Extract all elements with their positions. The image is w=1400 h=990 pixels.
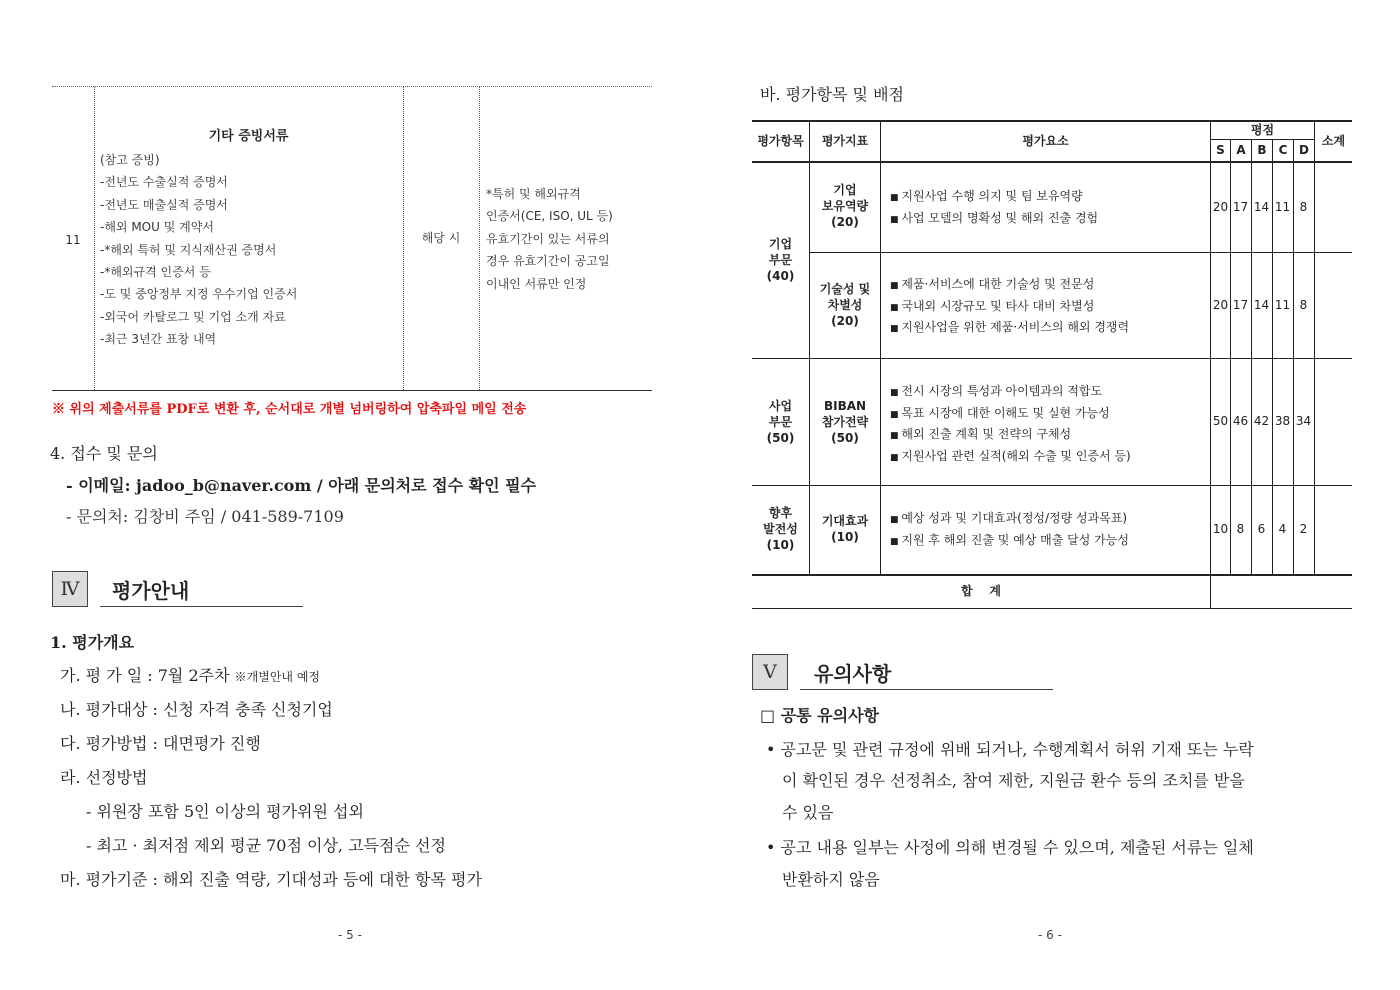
element-item: ■ 지원사업 수행 의지 및 팀 보유역량 bbox=[890, 187, 1098, 209]
total-divider bbox=[752, 574, 1352, 576]
email-line: - 이메일: jadoo_b@naver.com / 아래 문의처로 접수 확인 필수 bbox=[66, 476, 537, 495]
grade-b: B bbox=[1257, 143, 1267, 157]
doc-line: -*해외 특허 및 지식재산권 증명서 bbox=[100, 242, 277, 257]
indicator-biban bbox=[810, 398, 880, 446]
score-b: 6 bbox=[1257, 522, 1266, 536]
category-line: (50) bbox=[766, 431, 795, 445]
category-growth bbox=[752, 505, 809, 553]
category-line: (40) bbox=[766, 269, 795, 283]
doc-line: -도 및 중앙정부 지정 우수기업 인증서 bbox=[100, 287, 298, 302]
note-line: *특허 및 해외규격 bbox=[486, 187, 581, 201]
contact-line: - 문의처: 김창비 주임 / 041-589-7109 bbox=[66, 507, 344, 526]
note-line: 경우 유효기간이 공고일 bbox=[486, 254, 610, 269]
row-divider bbox=[809, 252, 1352, 253]
indicator-effect bbox=[810, 513, 880, 545]
category-line: (10) bbox=[766, 538, 795, 552]
evaluation-table bbox=[752, 120, 1352, 610]
element-item: ■ 지원사업 관련 실적(해외 수출 및 인증서 등) bbox=[890, 447, 1131, 469]
score-b: 14 bbox=[1253, 298, 1270, 312]
doc-line: -전년도 수출실적 증명서 bbox=[100, 175, 228, 190]
note-list bbox=[486, 183, 613, 295]
category-line: 부문 bbox=[768, 253, 793, 267]
element-item: ■ 제품·서비스에 대한 기술성 및 전문성 bbox=[890, 275, 1129, 297]
section-iv-title: 평가안내 bbox=[112, 579, 190, 603]
section-v-underline bbox=[800, 689, 1053, 690]
eval-overview-title: 1. 평가개요 bbox=[50, 633, 135, 652]
indicator-line: 보유역량 bbox=[821, 199, 869, 213]
doc-title: 기타 증빙서류 bbox=[208, 129, 289, 144]
elements-effect bbox=[890, 509, 1129, 552]
element-item: ■ 국내외 시장규모 및 타사 대비 차별성 bbox=[890, 297, 1129, 319]
doc-line: -전년도 매출실적 증명서 bbox=[100, 197, 228, 212]
score-a: 17 bbox=[1232, 298, 1249, 312]
category-line: 부문 bbox=[768, 415, 793, 429]
section-v-badge: Ⅴ bbox=[752, 654, 788, 690]
note-line: 인증서(CE, ISO, UL 등) bbox=[486, 209, 613, 224]
row-divider bbox=[752, 358, 1352, 359]
indicator-line: (10) bbox=[831, 530, 859, 544]
condition: 해당 시 bbox=[421, 231, 461, 245]
indicator-line: (20) bbox=[831, 314, 859, 328]
elements-capability bbox=[890, 187, 1098, 230]
section-iv-badge: Ⅳ bbox=[52, 571, 88, 607]
grade-c: C bbox=[1278, 143, 1288, 157]
section-iv-underline bbox=[100, 606, 303, 607]
category-company bbox=[752, 236, 809, 284]
eval-item-date bbox=[60, 663, 320, 686]
note-line: 이내인 서류만 인정 bbox=[486, 276, 587, 291]
note-bullet-2-line: • 공고 내용 일부는 사정에 의해 변경될 수 있으며, 제출된 서류는 일체 bbox=[766, 838, 1254, 857]
score-s: 10 bbox=[1212, 522, 1229, 536]
element-item: ■ 지원사업을 위한 제품·서비스의 해외 경쟁력 bbox=[890, 318, 1129, 340]
indicator-line: 참가전략 bbox=[821, 415, 869, 429]
score-b: 42 bbox=[1253, 414, 1270, 428]
doc-line: -해외 MOU 및 계약서 bbox=[100, 220, 214, 235]
table-border-bottom bbox=[752, 608, 1352, 609]
grade-s: S bbox=[1216, 143, 1225, 157]
elements-technology bbox=[890, 275, 1129, 340]
element-item: ■ 사업 모델의 명확성 및 해외 진출 경험 bbox=[890, 209, 1098, 231]
element-item: ■ 해외 진출 계획 및 전략의 구체성 bbox=[890, 425, 1131, 447]
doc-line: -*해외규격 인증서 등 bbox=[100, 265, 211, 280]
note-bullet-1-line: • 공고문 및 관련 규정에 위배 되거나, 수행계획서 허위 기재 또는 누락 bbox=[766, 740, 1254, 759]
grade-a: A bbox=[1236, 143, 1246, 157]
element-item: ■ 전시 시장의 특성과 아이템과의 적합도 bbox=[890, 382, 1131, 404]
score-s: 20 bbox=[1212, 200, 1229, 214]
total-label: 합 계 bbox=[961, 584, 1001, 598]
eval-item-target: 나. 평가대상 : 신청 자격 충족 신청기업 bbox=[60, 700, 333, 719]
note-bullet-1-line: 수 있음 bbox=[782, 803, 834, 822]
indicator-technology bbox=[810, 281, 880, 329]
col-divider bbox=[1314, 120, 1315, 575]
eval-table-heading: 바. 평가항목 및 배점 bbox=[760, 85, 904, 104]
score-d: 8 bbox=[1299, 200, 1308, 214]
eval-date-text: 가. 평 가 일 : 7월 2주차 bbox=[60, 666, 235, 685]
header-subtotal: 소계 bbox=[1321, 134, 1346, 148]
header-item: 평가항목 bbox=[757, 134, 804, 148]
category-line: 기업 bbox=[768, 237, 793, 251]
category-business bbox=[752, 398, 809, 446]
grade-d: D bbox=[1299, 143, 1309, 157]
row-number: 11 bbox=[65, 233, 81, 247]
element-item: ■ 지원 후 해외 진출 및 예상 매출 달성 가능성 bbox=[890, 531, 1129, 553]
header-element: 평가요소 bbox=[1022, 134, 1069, 148]
header-divider bbox=[752, 161, 1352, 163]
score-c: 11 bbox=[1274, 200, 1291, 214]
header-grade: 평점 bbox=[1250, 123, 1275, 137]
doc-list bbox=[100, 149, 297, 351]
element-item: ■ 예상 성과 및 기대효과(정성/정량 성과목표) bbox=[890, 509, 1129, 531]
score-a: 46 bbox=[1232, 414, 1249, 428]
indicator-line: (20) bbox=[831, 215, 859, 229]
page-number: - 6 - bbox=[1038, 928, 1062, 942]
eval-item-criteria: 마. 평가기준 : 해외 진출 역량, 기대성과 등에 대한 항목 평가 bbox=[60, 870, 482, 889]
document-table bbox=[52, 86, 652, 391]
grade-divider bbox=[1210, 139, 1314, 140]
score-a: 8 bbox=[1236, 522, 1245, 536]
indicator-line: BIBAN bbox=[823, 399, 867, 413]
score-s: 50 bbox=[1212, 414, 1229, 428]
indicator-line: 기술성 및 bbox=[819, 282, 871, 296]
score-d: 2 bbox=[1299, 522, 1308, 536]
eval-item-selection: 라. 선정방법 bbox=[60, 768, 148, 787]
score-d: 8 bbox=[1299, 298, 1308, 312]
selection-sub-item: - 위원장 포함 5인 이상의 평가위원 섭외 bbox=[86, 802, 364, 821]
doc-line: -최근 3년간 표창 내역 bbox=[100, 332, 217, 347]
score-c: 11 bbox=[1274, 298, 1291, 312]
section-4-title: 4. 접수 및 문의 bbox=[50, 444, 158, 463]
note-bullet-2-line: 반환하지 않음 bbox=[782, 870, 880, 889]
common-notes-title: □ 공통 유의사항 bbox=[760, 706, 879, 725]
element-item: ■ 목표 시장에 대한 이해도 및 실현 가능성 bbox=[890, 404, 1131, 426]
category-line: 향후 bbox=[768, 506, 793, 520]
selection-sub-item: - 최고 · 최저점 제외 평균 70점 이상, 고득점순 선정 bbox=[86, 836, 446, 855]
indicator-capability bbox=[810, 182, 880, 230]
row-divider bbox=[752, 485, 1352, 486]
score-c: 4 bbox=[1278, 522, 1287, 536]
submission-notice: ※ 위의 제출서류를 PDF로 변환 후, 순서대로 개별 넘버링하여 압축파일 메일 전송 bbox=[52, 402, 527, 417]
eval-item-method: 다. 평가방법 : 대면평가 진행 bbox=[60, 734, 261, 753]
score-s: 20 bbox=[1212, 298, 1229, 312]
indicator-line: 차별성 bbox=[827, 298, 863, 312]
doc-line: -외국어 카탈로그 및 기업 소개 자료 bbox=[100, 309, 286, 324]
category-line: 발전성 bbox=[763, 522, 798, 536]
header-indicator: 평가지표 bbox=[821, 134, 869, 148]
indicator-line: 기대효과 bbox=[821, 514, 869, 528]
score-a: 17 bbox=[1232, 200, 1249, 214]
note-line: 유효기간이 있는 서류의 bbox=[486, 231, 610, 246]
indicator-line: 기업 bbox=[833, 183, 857, 197]
doc-line: (참고 증빙) bbox=[100, 153, 160, 167]
note-bullet-1-line: 이 확인된 경우 선정취소, 참여 제한, 지원금 환수 등의 조치를 받을 bbox=[782, 771, 1245, 790]
score-d: 34 bbox=[1295, 414, 1312, 428]
col-divider bbox=[880, 120, 881, 575]
score-b: 14 bbox=[1253, 200, 1270, 214]
section-v-title: 유의사항 bbox=[814, 662, 892, 686]
category-line: 사업 bbox=[768, 399, 793, 413]
page-number: - 5 - bbox=[338, 928, 362, 942]
indicator-line: (50) bbox=[831, 431, 859, 445]
score-c: 38 bbox=[1274, 414, 1291, 428]
eval-date-note: ※개별안내 예정 bbox=[234, 670, 321, 684]
elements-biban bbox=[890, 382, 1131, 469]
